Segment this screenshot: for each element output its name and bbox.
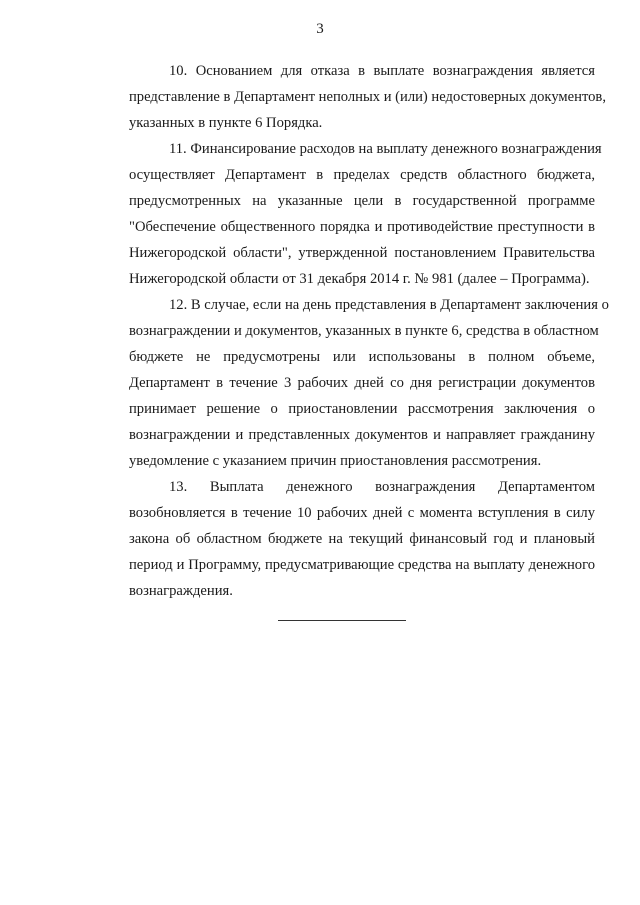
paragraph-line: 10. Основанием для отказа в выплате вознаграждения является <box>169 63 595 79</box>
paragraph-line: Нижегородской области", утвержденной постановлением Правительства <box>129 245 595 261</box>
paragraph-10 <box>89 58 606 136</box>
page-number: 3 <box>316 21 324 37</box>
paragraph-line: 12. В случае, если на день представления в Департамент заключения о <box>169 297 609 313</box>
paragraph-line: вознаграждении и документов, указанных в пункте 6, средства в областном <box>129 323 599 339</box>
paragraph-line: принимает решение о приостановлении рассмотрения заключения о <box>129 401 595 417</box>
paragraph-line: возобновляется в течение 10 рабочих дней с момента вступления в силу <box>129 505 595 521</box>
paragraph-line: предусмотренных на указанные цели в государственной программе <box>129 193 595 209</box>
paragraph-line: закона об областном бюджете на текущий финансовый год и плановый <box>129 531 595 547</box>
paragraph-line: Нижегородской области от 31 декабря 2014 г. № 981 (далее – Программа). <box>129 271 590 287</box>
paragraph-line: указанных в пункте 6 Порядка. <box>129 115 323 131</box>
paragraph-line: представление в Департамент неполных и (или) недостоверных документов, <box>129 89 606 105</box>
paragraph-11 <box>89 136 602 292</box>
document-body <box>89 58 609 604</box>
paragraph-line: бюджете не предусмотрены или использованы в полном объеме, <box>129 349 595 365</box>
paragraph-line: осуществляет Департамент в пределах средств областного бюджета, <box>129 167 595 183</box>
paragraph-line: 11. Финансирование расходов на выплату денежного вознаграждения <box>169 141 602 157</box>
paragraph-line: 13. Выплата денежного вознаграждения Департаментом <box>169 479 595 495</box>
paragraph-line: вознаграждении и представленных документов и направляет гражданину <box>129 427 595 443</box>
end-divider-line <box>278 620 406 621</box>
paragraph-line: Департамент в течение 3 рабочих дней со дня регистрации документов <box>129 375 595 391</box>
paragraph-13 <box>89 474 595 604</box>
paragraph-line: "Обеспечение общественного порядка и противодействие преступности в <box>129 219 595 235</box>
paragraph-12 <box>89 292 609 474</box>
paragraph-line: уведомление с указанием причин приостановления рассмотрения. <box>129 453 542 469</box>
paragraph-line: вознаграждения. <box>129 583 233 599</box>
paragraph-line: период и Программу, предусматривающие средства на выплату денежного <box>129 557 595 573</box>
